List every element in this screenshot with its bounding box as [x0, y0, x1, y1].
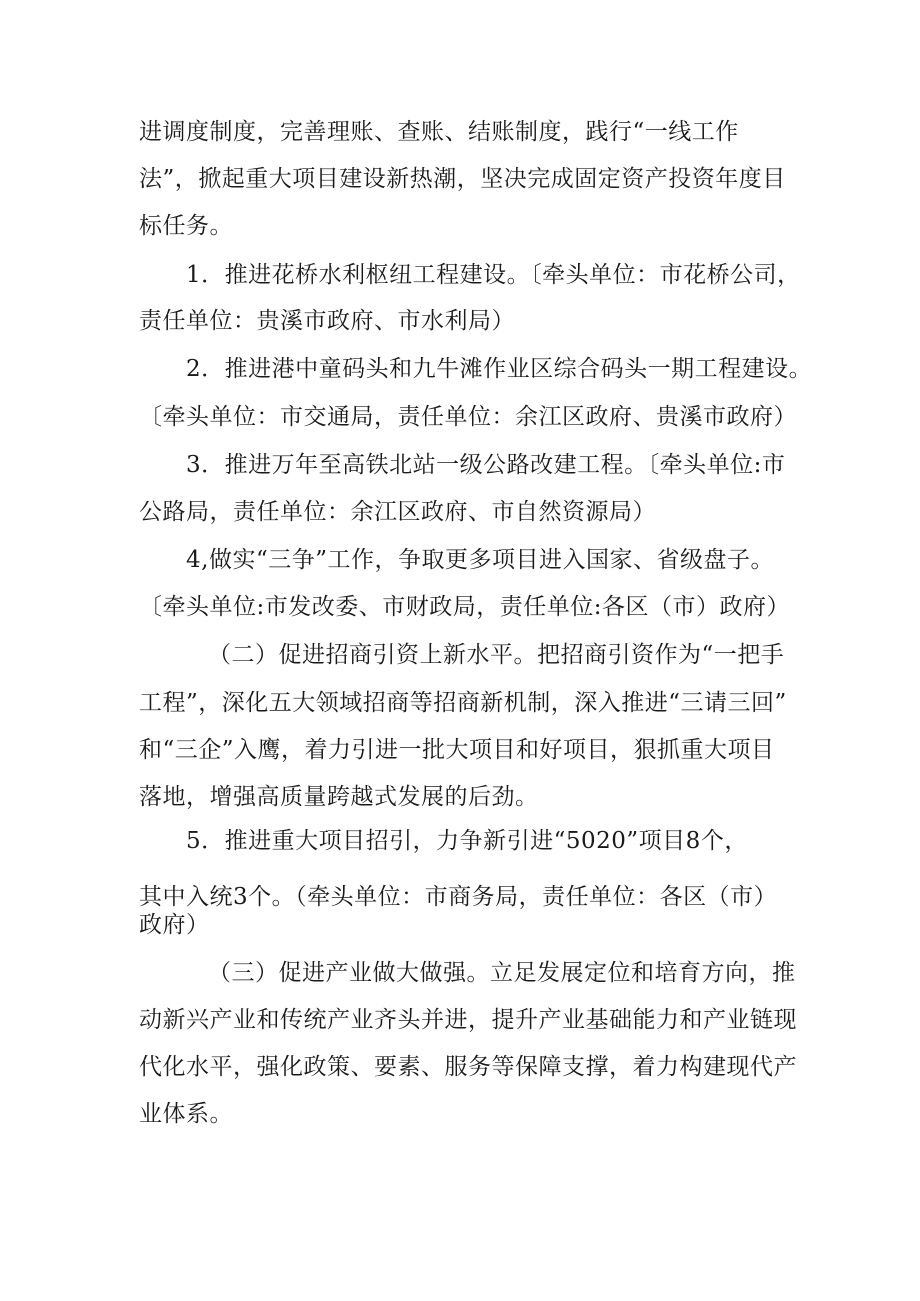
text-line: 3．推进万年至高铁北站一级公路改建工程。〔牵头单位:市 — [186, 452, 786, 478]
text-line: 责任单位：贵溪市政府、市水利局） — [139, 308, 515, 334]
text-line: 〔牵头单位:市发改委、市财政局，责任单位:各区（市）政府） — [139, 594, 790, 620]
text-line: 4,做实“三争”工作，争取更多项目进入国家、省级盘子。 — [186, 547, 774, 573]
text-line: （二）促进招商引资上新水平。把招商引资作为“一把手 — [208, 642, 785, 668]
text-line: 业体系。 — [139, 1101, 233, 1127]
text-line: 5．推进重大项目招引，力争新引进“5020”项目8个， — [186, 828, 748, 854]
text-line: 〔牵头单位：市交通局，责任单位：余江区政府、贵溪市政府） — [139, 404, 797, 430]
text-line: 政府） — [139, 912, 210, 938]
text-line: 法”，掀起重大项目建设新热潮，坚决完成固定资产投资年度目 — [139, 166, 786, 192]
text-line: 落地，增强高质量跨越式发展的后劲。 — [139, 784, 539, 810]
text-line: （三）促进产业做大做强。立足发展定位和培育方向，推 — [208, 960, 796, 986]
text-line: 其中入统3个。（牵头单位：市商务局，责任单位：各区（市） — [139, 884, 778, 910]
text-line: 和“三企”入鹰，着力引进一批大项目和好项目，狠抓重大项目 — [139, 737, 775, 763]
text-line: 动新兴产业和传统产业齐头并进，提升产业基础能力和产业链现 — [139, 1007, 797, 1033]
text-line: 公路局，责任单位：余江区政府、市自然资源局） — [139, 499, 656, 525]
text-line: 进调度制度，完善理账、查账、结账制度，践行“一线工作 — [139, 119, 739, 145]
text-line: 标任务。 — [139, 213, 233, 239]
text-line: 2．推进港中童码头和九牛滩作业区综合码头一期工程建设。 — [186, 356, 813, 382]
text-line: 工程”，深化五大领域招商等招商新机制，深入推进“三请三回” — [139, 690, 787, 716]
text-line: 代化水平，强化政策、要素、服务等保障支撑，着力构建现代产 — [139, 1054, 797, 1080]
text-line: 1．推进花桥水利枢纽工程建设。〔牵头单位：市花桥公司， — [186, 262, 801, 288]
